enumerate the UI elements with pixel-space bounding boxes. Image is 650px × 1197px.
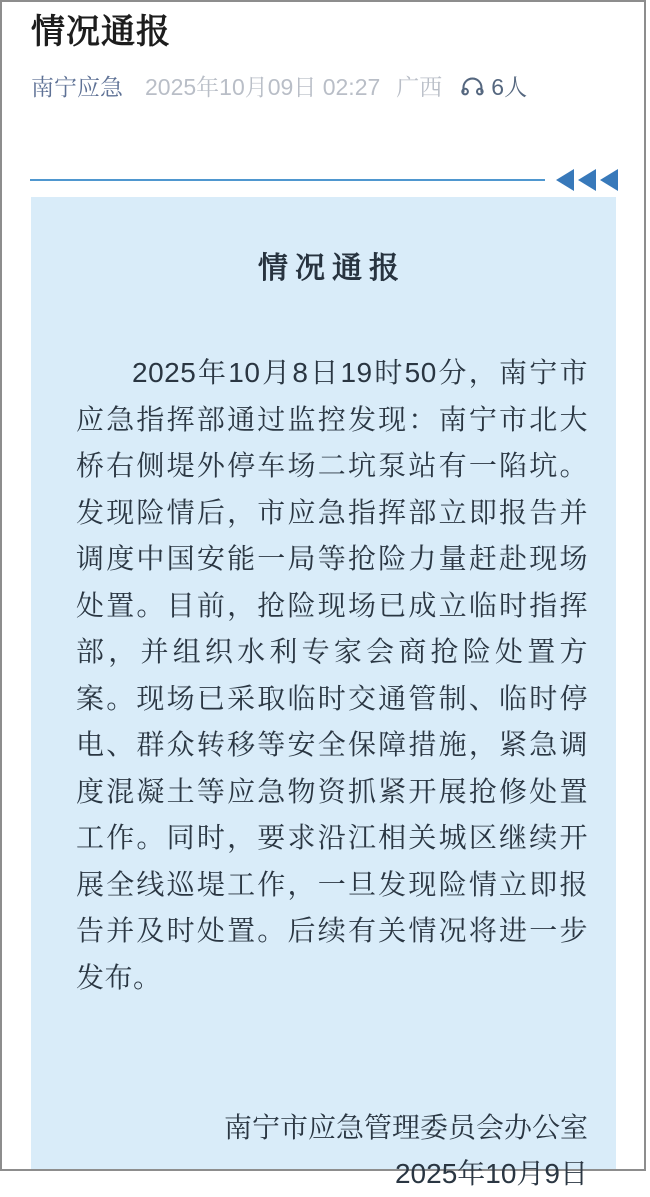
- listen-count[interactable]: [460, 72, 527, 102]
- source-link[interactable]: 南宁应急: [31, 74, 123, 100]
- page-title: 情况通报: [31, 13, 171, 51]
- section-divider: [30, 168, 618, 192]
- publish-location: 广西: [396, 74, 443, 100]
- notice-body: 2025年10月8日19时50分，南宁市应急指挥部通过监控发现：南宁市北大桥右侧堤外停车场二坑泵站有一陷坑。发现险情后，市应急指挥部立即报告并调度中国安能一局等抢险力量赶赴现场处置。目前，抢险现场已成立临时指挥部，并组织水利专家会商抢险处置方案。现场已采取临时交通管制、临时停电、群众转移等安全保障措施，紧急调度混凝土等应急物资抓紧开展抢修处置工作。同时，要求沿江相关城区继续开展全线巡堤工作，一旦发现险情立即报告并及时处置。后续有关情况将进一步发布。: [76, 357, 588, 993]
- divider-line: [30, 179, 545, 181]
- notice-title: 情况通报: [258, 252, 406, 285]
- notice-card: [31, 197, 616, 1189]
- arrow-left-icon: [556, 169, 574, 191]
- notice-signature: 南宁市应急管理委员会办公室: [223, 1112, 588, 1143]
- headphones-icon: [460, 75, 486, 99]
- arrow-left-icon: [600, 169, 618, 191]
- publish-datetime: 2025年10月09日 02:27: [145, 74, 381, 100]
- notice-date: 2025年10月9日: [394, 1158, 588, 1189]
- arrow-left-icon: [578, 169, 596, 191]
- listen-count-label: 6人: [491, 74, 528, 100]
- article-meta: [31, 72, 624, 102]
